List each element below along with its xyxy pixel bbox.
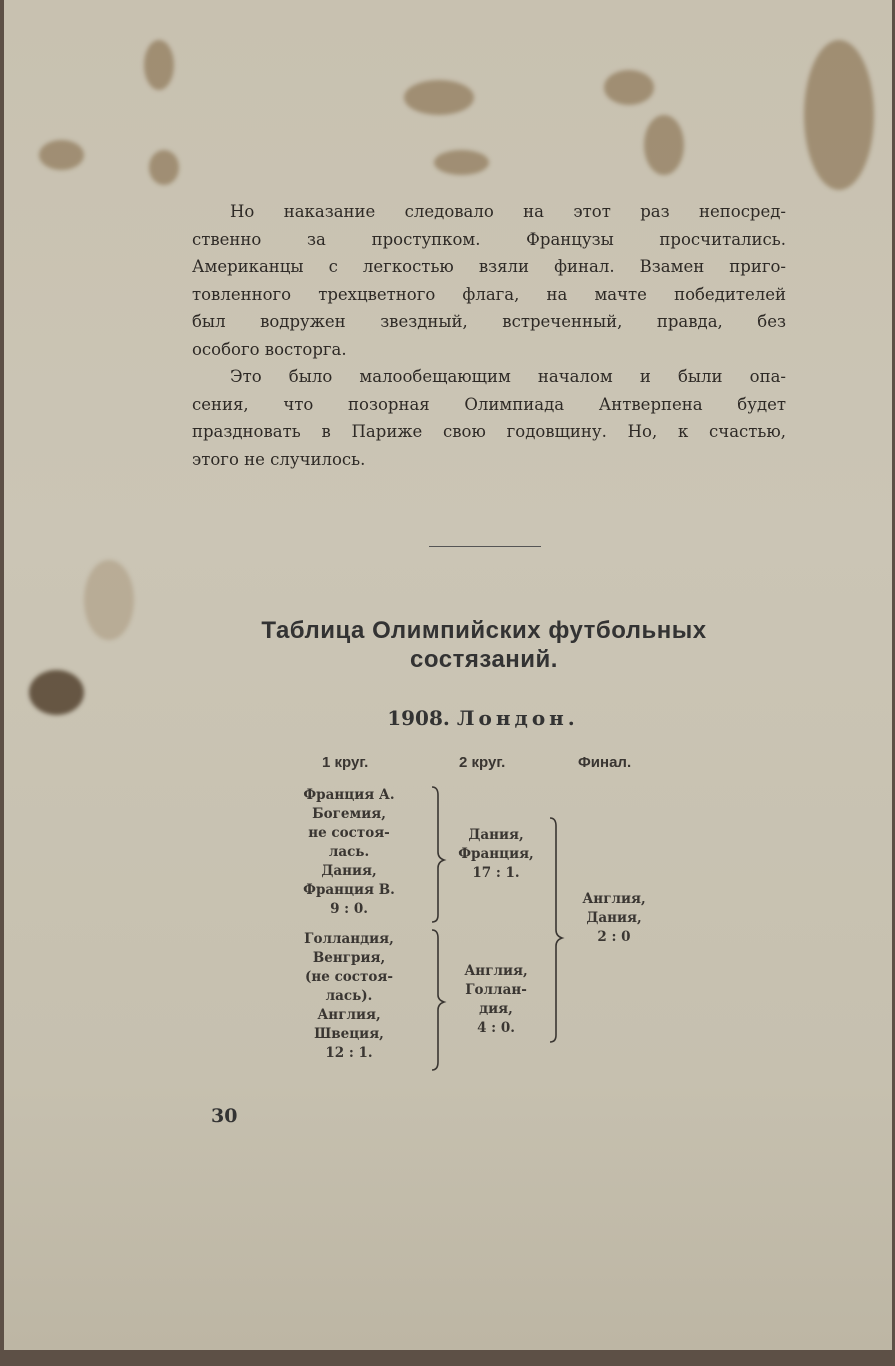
text-line: 2 : 0	[597, 929, 631, 945]
text-line: Англия,	[464, 963, 528, 979]
table-title-line2: состязаний.	[410, 646, 558, 673]
text-line: дия,	[479, 1001, 513, 1017]
text-line: Франция,	[458, 846, 534, 862]
text-line: Голлан-	[465, 982, 527, 998]
text-line: (не состоя-	[305, 969, 393, 985]
text-line: Англия,	[317, 1007, 381, 1023]
column-final: Финал.	[578, 754, 632, 771]
text-line: лась.	[328, 844, 370, 860]
city: Лондон.	[456, 706, 579, 730]
text-line: этого не случилось.	[192, 449, 366, 469]
text-line: особого восторга.	[192, 339, 347, 359]
text-line: ственно за проступком. Французы просчитались.	[192, 229, 786, 249]
text-line: Англия,	[582, 891, 646, 907]
book-page	[4, 0, 892, 1350]
text-line: Но наказание следовало на этот раз непосред-	[230, 202, 786, 221]
text-line: Франция А.	[303, 787, 395, 803]
text-line: Это было малообещающим началом и были опа-	[230, 367, 786, 386]
text-line: 9 : 0.	[330, 901, 368, 917]
text-line: сения, что позорная Олимпиада Антверпена будет	[192, 394, 786, 414]
text-line: был водружен звездный, встреченный, правда, без	[192, 312, 786, 331]
text-line: праздновать в Париже свою годовщину. Но, к счастью,	[192, 422, 786, 441]
text-line: Дания,	[321, 863, 377, 879]
text-line: Дания,	[468, 827, 524, 843]
text-line: товленного трехцветного флага, на мачте победителей	[192, 284, 786, 304]
table-title-line1: Таблица Олимпийских футбольных	[261, 617, 707, 644]
column-round2: 2 круг.	[459, 754, 506, 771]
text-line: Венгрия,	[312, 950, 386, 966]
text-line: 4 : 0.	[477, 1020, 515, 1036]
text-line: Дания,	[586, 910, 642, 926]
text-line: не состоя-	[308, 825, 390, 841]
text-line: Швеция,	[314, 1026, 384, 1042]
column-round1: 1 круг.	[322, 754, 369, 771]
text-line: 17 : 1.	[472, 865, 520, 881]
text-line: Богемия,	[312, 806, 386, 822]
text-line: 12 : 1.	[325, 1045, 373, 1061]
text-line: лась).	[325, 988, 373, 1004]
text-line: Франция В.	[303, 882, 395, 898]
text-line: Американцы с легкостью взяли финал. Взамен приго-	[192, 257, 786, 276]
year: 1908.	[387, 706, 450, 730]
text-line: Голландия,	[304, 931, 394, 947]
bracket-lines	[4, 0, 895, 1366]
page-number: 30	[211, 1105, 238, 1127]
